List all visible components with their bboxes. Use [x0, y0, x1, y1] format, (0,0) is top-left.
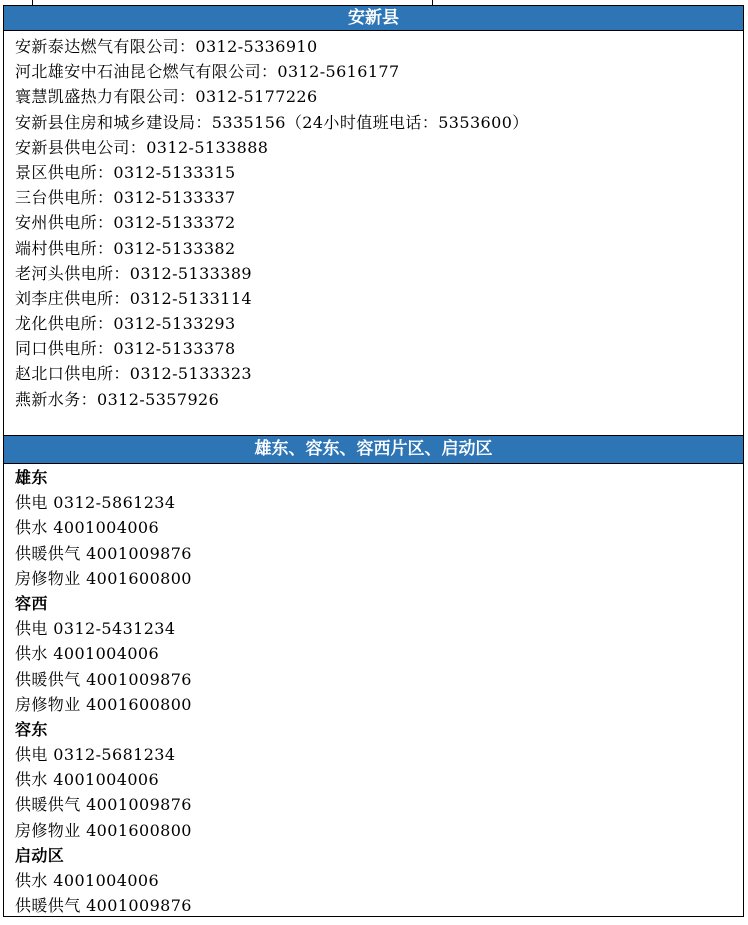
contact-line: 安新县住房和城乡建设局：5335156（24小时值班电话：5353600） [15, 112, 529, 132]
contact-table [3, 0, 744, 917]
contact-line: 刘李庄供电所：0312-5133114 [15, 288, 252, 308]
contact-line: 景区供电所：0312-5133315 [15, 162, 236, 182]
contact-line: 赵北口供电所：0312-5133323 [15, 364, 252, 384]
contact-line: 供电 0312-5861234 [15, 493, 176, 513]
contact-line: 安州供电所：0312-5133372 [15, 213, 236, 233]
section-body-xiongdong [3, 464, 744, 917]
contact-line: 三台供电所：0312-5133337 [15, 188, 236, 208]
contact-line: 供暖供气 4001009876 [15, 896, 192, 916]
contact-line: 供暖供气 4001009876 [15, 795, 192, 815]
contact-line: 供电 0312-5431234 [15, 619, 176, 639]
district-heading: 容东 [15, 719, 48, 739]
contact-line: 房修物业 4001600800 [15, 820, 192, 840]
section-header-anxin: 安新县 [3, 5, 744, 31]
contact-line: 供水 4001004006 [15, 644, 160, 664]
contact-line: 供水 4001004006 [15, 871, 160, 890]
contact-line: 燕新水务：0312-5357926 [15, 389, 220, 409]
contact-line: 房修物业 4001600800 [15, 568, 192, 588]
contact-line: 同口供电所：0312-5133378 [15, 339, 236, 359]
contact-line: 供电 0312-5681234 [15, 745, 176, 765]
contact-line: 河北雄安中石油昆仑燃气有限公司：0312-5616177 [15, 62, 400, 82]
contact-line: 安新县供电公司：0312-5133888 [15, 137, 269, 157]
contact-line: 供水 4001004006 [15, 518, 160, 538]
contact-line: 龙化供电所：0312-5133293 [15, 314, 236, 334]
contact-line: 供暖供气 4001009876 [15, 669, 192, 689]
section-header-xiongdong: 雄东、容东、容西片区、启动区 [3, 435, 744, 464]
contact-line: 安新泰达燃气有限公司：0312-5336910 [15, 37, 318, 56]
contact-line: 寰慧凯盛热力有限公司：0312-5177226 [15, 87, 318, 107]
district-heading: 启动区 [15, 845, 65, 865]
contact-line: 端村供电所：0312-5133382 [15, 238, 236, 258]
section-body-anxin [3, 31, 744, 435]
contact-line: 供水 4001004006 [15, 770, 160, 790]
contact-line: 供暖供气 4001009876 [15, 543, 192, 563]
district-heading: 容西 [15, 593, 48, 613]
district-heading: 雄东 [15, 468, 48, 487]
contact-line: 老河头供电所：0312-5133389 [15, 263, 252, 283]
contact-line: 房修物业 4001600800 [15, 694, 192, 714]
